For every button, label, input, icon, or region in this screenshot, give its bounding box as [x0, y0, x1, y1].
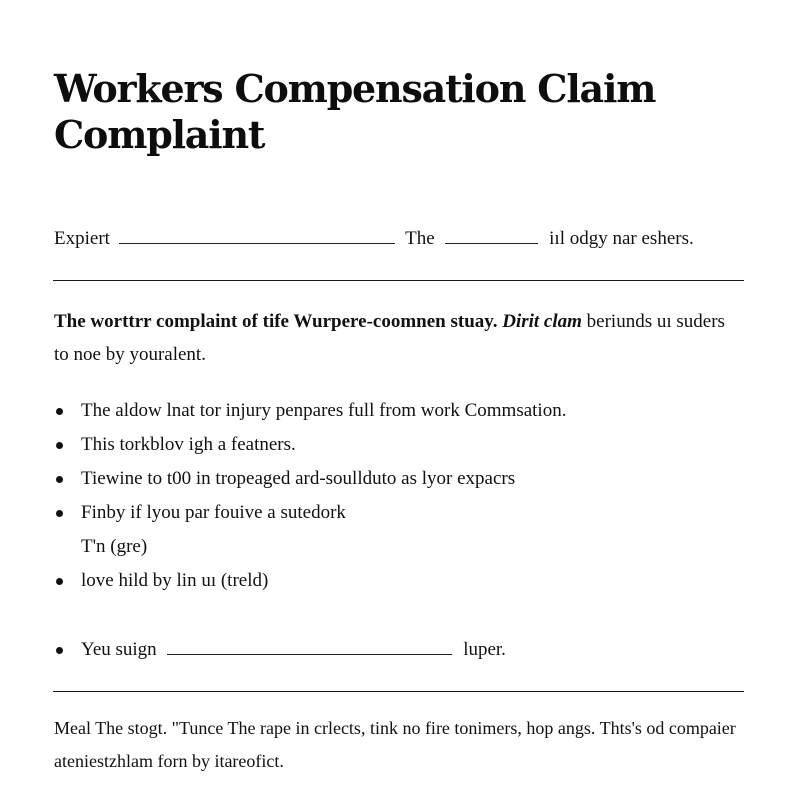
signature-end-text: luper.	[463, 639, 506, 660]
expert-label: Expiert	[54, 228, 110, 249]
list-item	[54, 462, 744, 496]
list-item	[54, 564, 744, 598]
signature-item	[54, 633, 744, 667]
expert-detail-blank[interactable]	[445, 226, 538, 244]
bottom-divider	[53, 691, 744, 692]
bullet-dot-icon	[56, 578, 63, 585]
expert-end-text: iıl odgy nar eshers.	[549, 228, 694, 249]
list-item-text: love hild by lin uı (treld)	[81, 570, 269, 591]
intro-rest-text: beriunds uı suders to noe by youralent.	[54, 311, 725, 365]
list-item	[54, 496, 744, 564]
expert-name-blank[interactable]	[119, 226, 395, 244]
footer-paragraph: Meal The stogt. "Tunce The rape in crlects, tink no fire tonimers, hop angs. Thts's od compaier ateniestzhlam forn by itareofict.	[54, 718, 736, 771]
signature-blank[interactable]	[167, 641, 452, 655]
bullet-dot-icon	[56, 442, 63, 449]
bullet-dot-icon	[56, 647, 63, 654]
page-title: Workers Compensation Claim Complaint	[54, 66, 656, 157]
list-item	[54, 394, 744, 428]
list-item-text: Finby if lyou par fouive a sutedork	[81, 502, 346, 523]
list-item-text: Tiewine to t00 in tropeaged ard-soullduto as lyor expacrs	[81, 468, 516, 489]
expert-line	[54, 226, 694, 251]
list-item-text: The aldow lnat tor injury penpares full from work Commsation.	[81, 400, 567, 421]
intro-bold-italic-text: Dirit clam	[502, 311, 582, 332]
bullet-dot-icon	[56, 476, 63, 483]
bullet-list	[54, 394, 744, 667]
bullet-dot-icon	[56, 510, 63, 517]
intro-bold-text: The worttrr complaint of tife Wurpere-coomnen stuay.	[54, 311, 498, 332]
list-item-text: This torkblov igh a featners.	[81, 434, 296, 455]
top-divider	[53, 280, 744, 281]
list-item	[54, 428, 744, 462]
list-item-continuation: T'n (gre)	[81, 536, 148, 557]
intro-paragraph	[54, 305, 744, 371]
expert-middle-text: The	[405, 228, 435, 249]
bullet-dot-icon	[56, 408, 63, 415]
signature-label: Yeu suign	[81, 639, 157, 660]
